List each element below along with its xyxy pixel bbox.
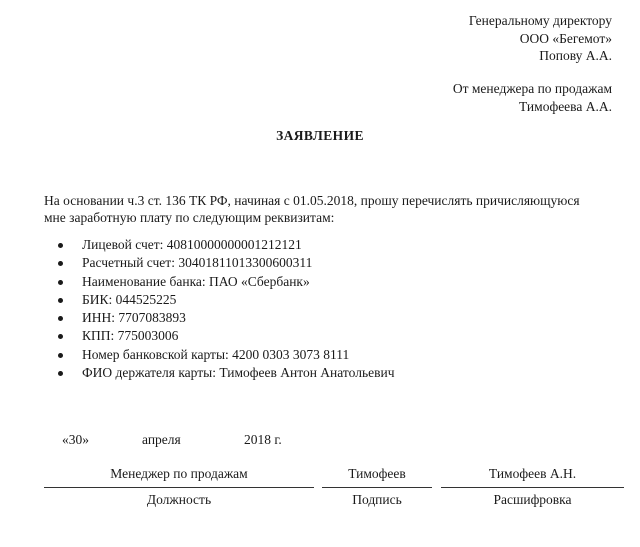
signature-label: Подпись	[352, 492, 402, 507]
requisite-item: БИК: 044525225	[44, 291, 394, 309]
name-label: Расшифровка	[493, 492, 572, 507]
requisite-item: ИНН: 7707083893	[44, 309, 394, 327]
requisite-item: ФИО держателя карты: Тимофеев Антон Анатольевич	[44, 364, 394, 382]
addressee-position: Генеральному директору	[468, 13, 612, 28]
body-line: На основании ч.3 ст. 136 ТК РФ, начиная с 01.05.2018, прошу перечислять причисляющуюся	[44, 193, 580, 208]
name-value: Тимофеев А.Н.	[488, 466, 577, 481]
body-line: мне заработную плату по следующим реквизитам:	[44, 209, 335, 225]
sender-name: Тимофеева А.А.	[519, 98, 612, 114]
signature-underline	[322, 487, 432, 488]
addressee-block	[469, 12, 612, 65]
requisite-item: Номер банковской карты: 4200 0303 3073 8111	[44, 346, 394, 364]
position-label: Должность	[146, 492, 212, 507]
name-underline	[441, 487, 624, 488]
addressee-company: ООО «Бегемот»	[519, 30, 612, 46]
body-paragraph	[44, 193, 624, 226]
sender-position: От менеджера по продажам	[452, 81, 612, 96]
requisite-item: Лицевой счет: 40810000000001212121	[44, 236, 394, 254]
document-title: ЗАЯВЛЕНИЕ	[276, 128, 364, 143]
date-day: «30»	[62, 432, 89, 447]
date-year: 2018 г.	[244, 432, 282, 447]
addressee-name: Попову А.А.	[539, 48, 612, 63]
date-month: апреля	[142, 432, 181, 447]
sender-block	[453, 80, 612, 115]
requisite-item: Расчетный счет: 30401811013300600311	[44, 254, 394, 272]
signature-value: Тимофеев	[348, 466, 406, 481]
requisites-list	[44, 236, 394, 382]
position-underline	[44, 487, 314, 488]
requisite-item: Наименование банка: ПАО «Сбербанк»	[44, 273, 394, 291]
signature-block	[44, 464, 624, 514]
requisite-item: КПП: 775003006	[44, 327, 394, 345]
position-value: Менеджер по продажам	[110, 466, 248, 481]
